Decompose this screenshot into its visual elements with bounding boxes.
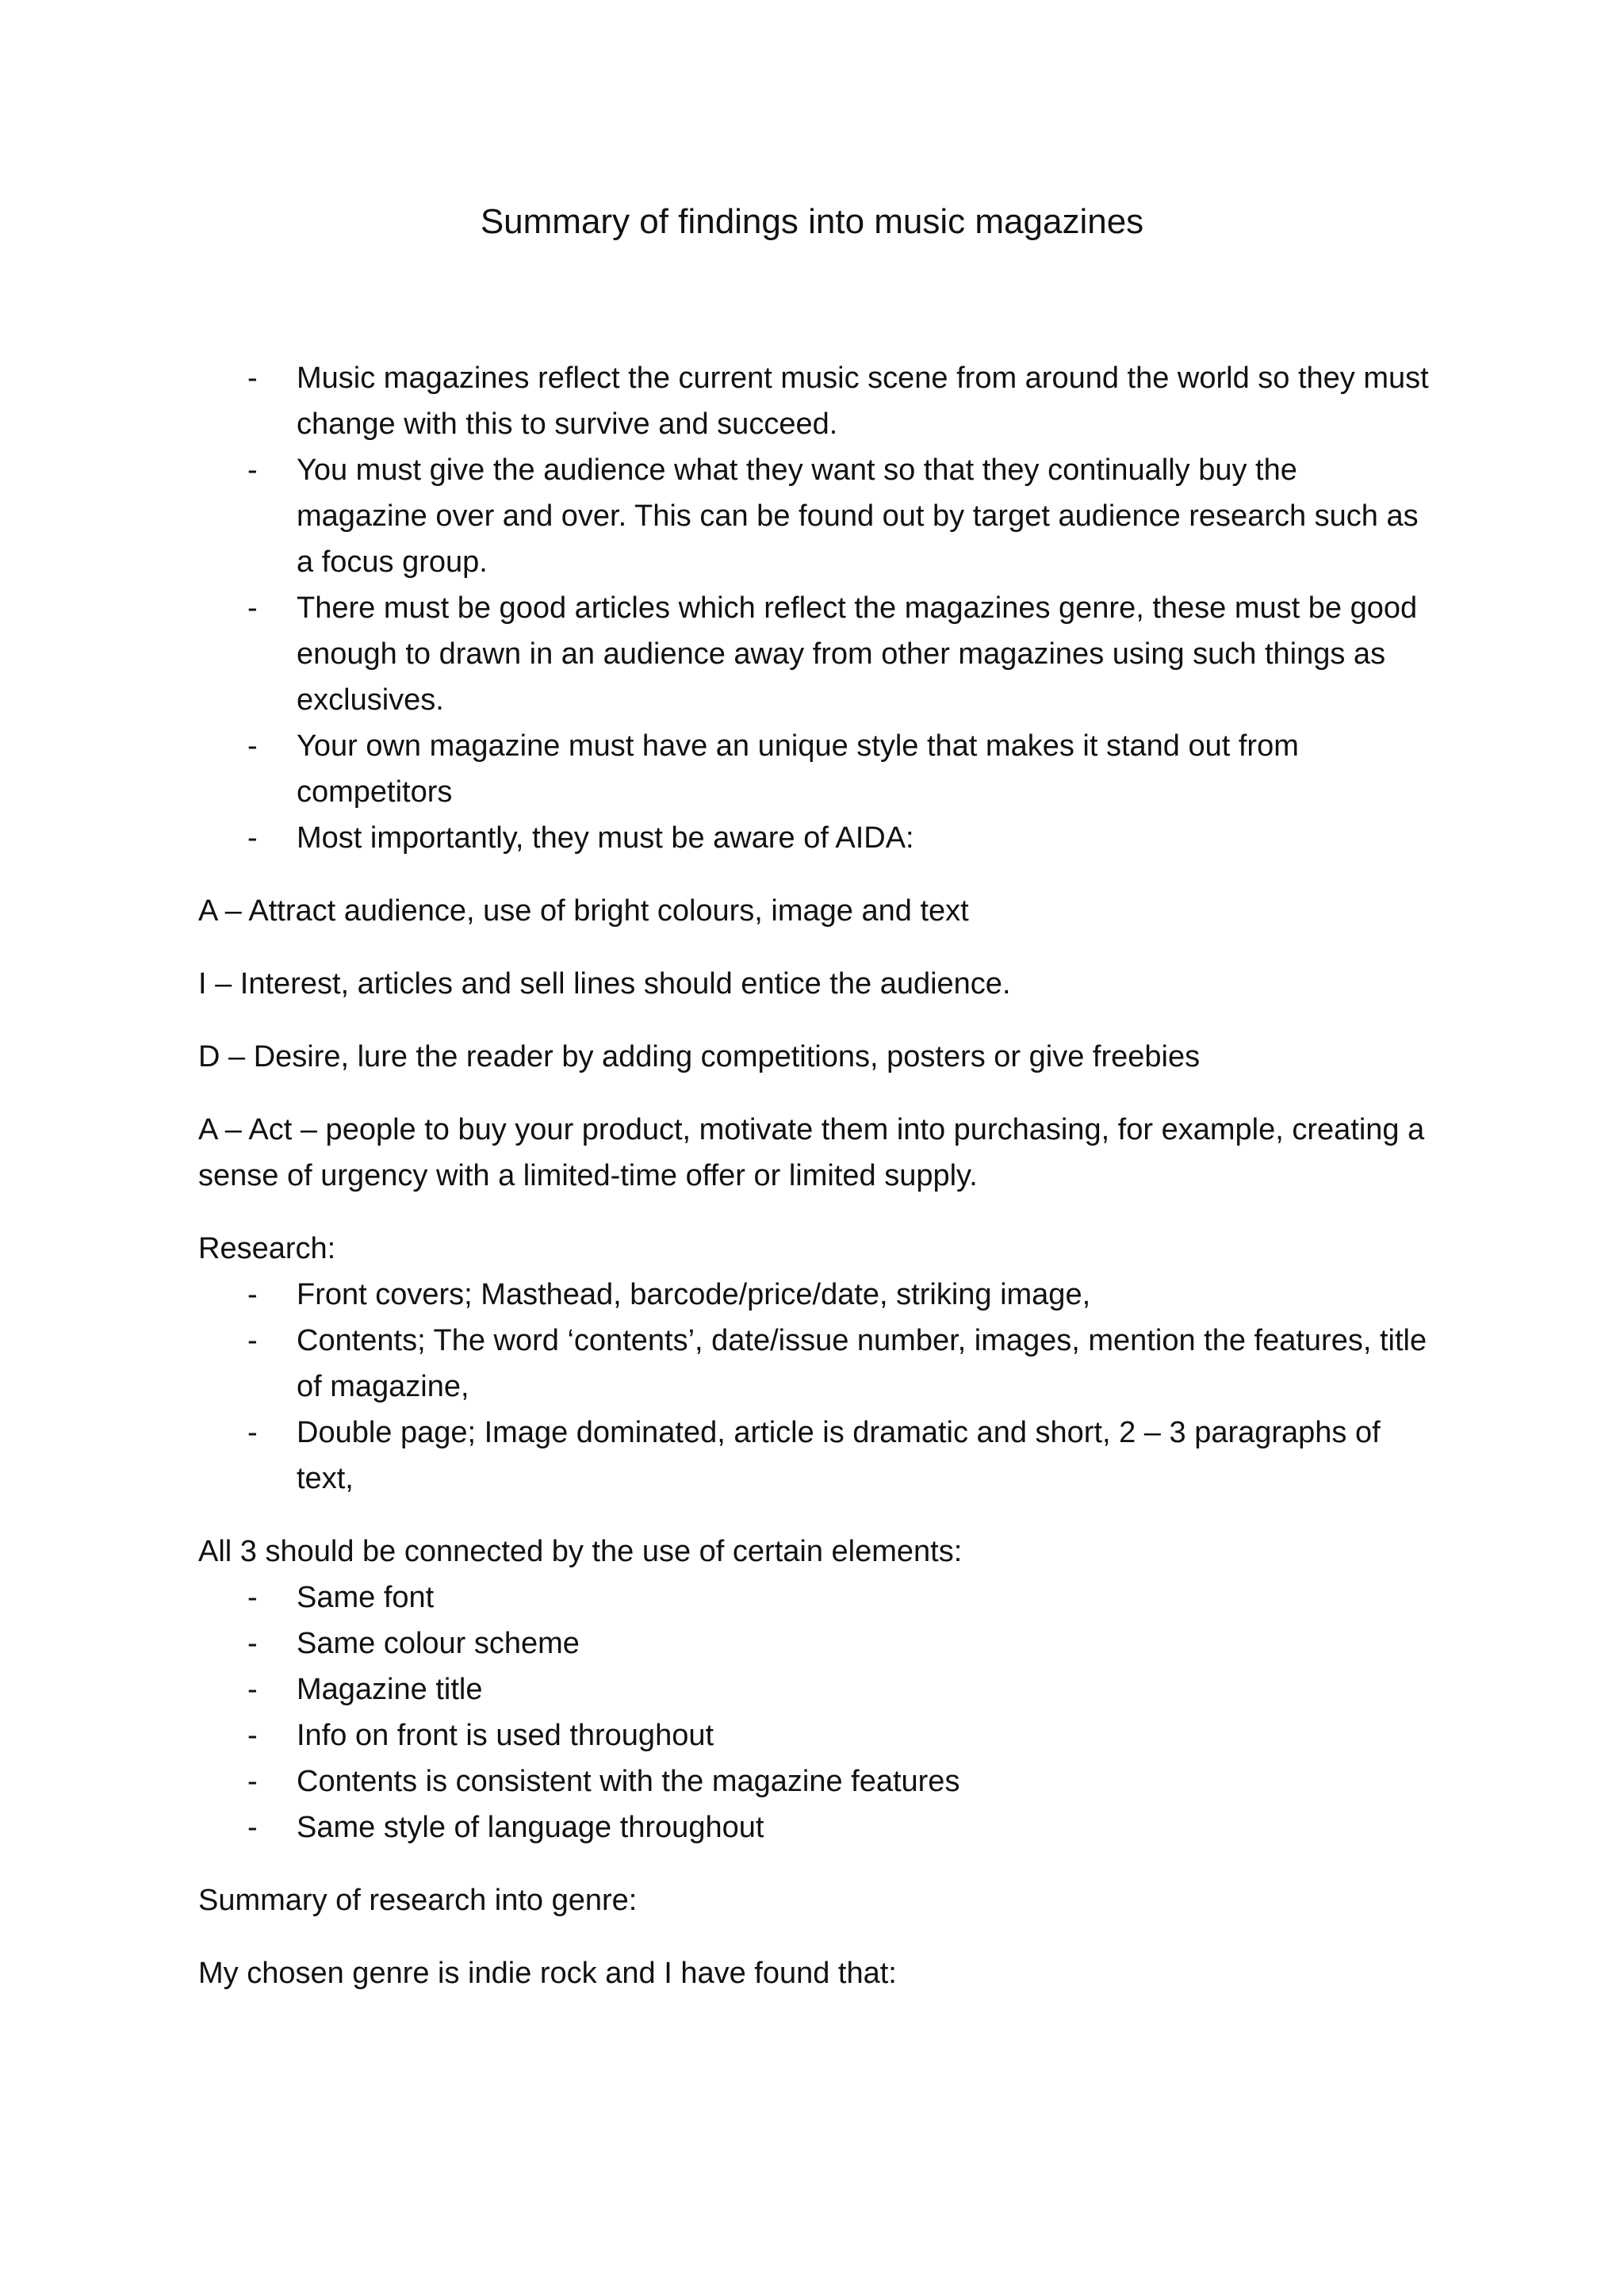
research-heading: Research: — [198, 1232, 336, 1265]
aida-desire: D – Desire, lure the reader by adding competitions, posters or give freebies — [198, 1040, 1201, 1073]
list-item: - Contents; The word ‘contents’, date/issue number, images, mention the features, title of magazine, — [198, 1318, 1435, 1410]
list-item: - There must be good articles which reflect the magazines genre, these must be good enough to drawn in an audience away from other magazines using such things as exclusives. — [198, 585, 1435, 723]
genre-heading: Summary of research into genre: — [198, 1884, 638, 1917]
document-body — [198, 355, 1435, 1996]
list-item: - Same font — [198, 1575, 1435, 1621]
aida-act: A – Act – people to buy your product, motivate them into purchasing, for example, creating a sense of urgency with a limited-time offer or limited supply. — [198, 1113, 1425, 1192]
connected-heading: All 3 should be connected by the use of certain elements: — [198, 1535, 963, 1568]
list-item: - Magazine title — [198, 1667, 1435, 1712]
list-item: - Your own magazine must have an unique style that makes it stand out from competitors — [198, 723, 1435, 815]
list-item: - Info on front is used throughout — [198, 1712, 1435, 1758]
list-item: - Music magazines reflect the current music scene from around the world so they must change with this to survive and succeed. — [198, 355, 1435, 447]
list-item: - You must give the audience what they want so that they continually buy the magazine over and over. This can be found out by target audience research such as a focus group. — [198, 447, 1435, 585]
list-item: - Same style of language throughout — [198, 1804, 1435, 1850]
page-title: Summary of findings into music magazines — [480, 202, 1144, 241]
list-item: - Contents is consistent with the magazine features — [198, 1758, 1435, 1804]
list-item: - Double page; Image dominated, article is dramatic and short, 2 – 3 paragraphs of text, — [198, 1410, 1435, 1502]
research-list — [198, 1272, 1435, 1502]
intro-list — [198, 355, 1435, 861]
connected-list — [198, 1575, 1435, 1850]
list-item: - Front covers; Masthead, barcode/price/date, striking image, — [198, 1272, 1435, 1318]
aida-interest: I – Interest, articles and sell lines should entice the audience. — [198, 967, 1011, 1001]
list-item: - Same colour scheme — [198, 1621, 1435, 1667]
list-item: - Most importantly, they must be aware of AIDA: — [198, 815, 1435, 861]
genre-statement: My chosen genre is indie rock and I have found that: — [198, 1957, 897, 1990]
aida-attract: A – Attract audience, use of bright colours, image and text — [198, 894, 969, 928]
